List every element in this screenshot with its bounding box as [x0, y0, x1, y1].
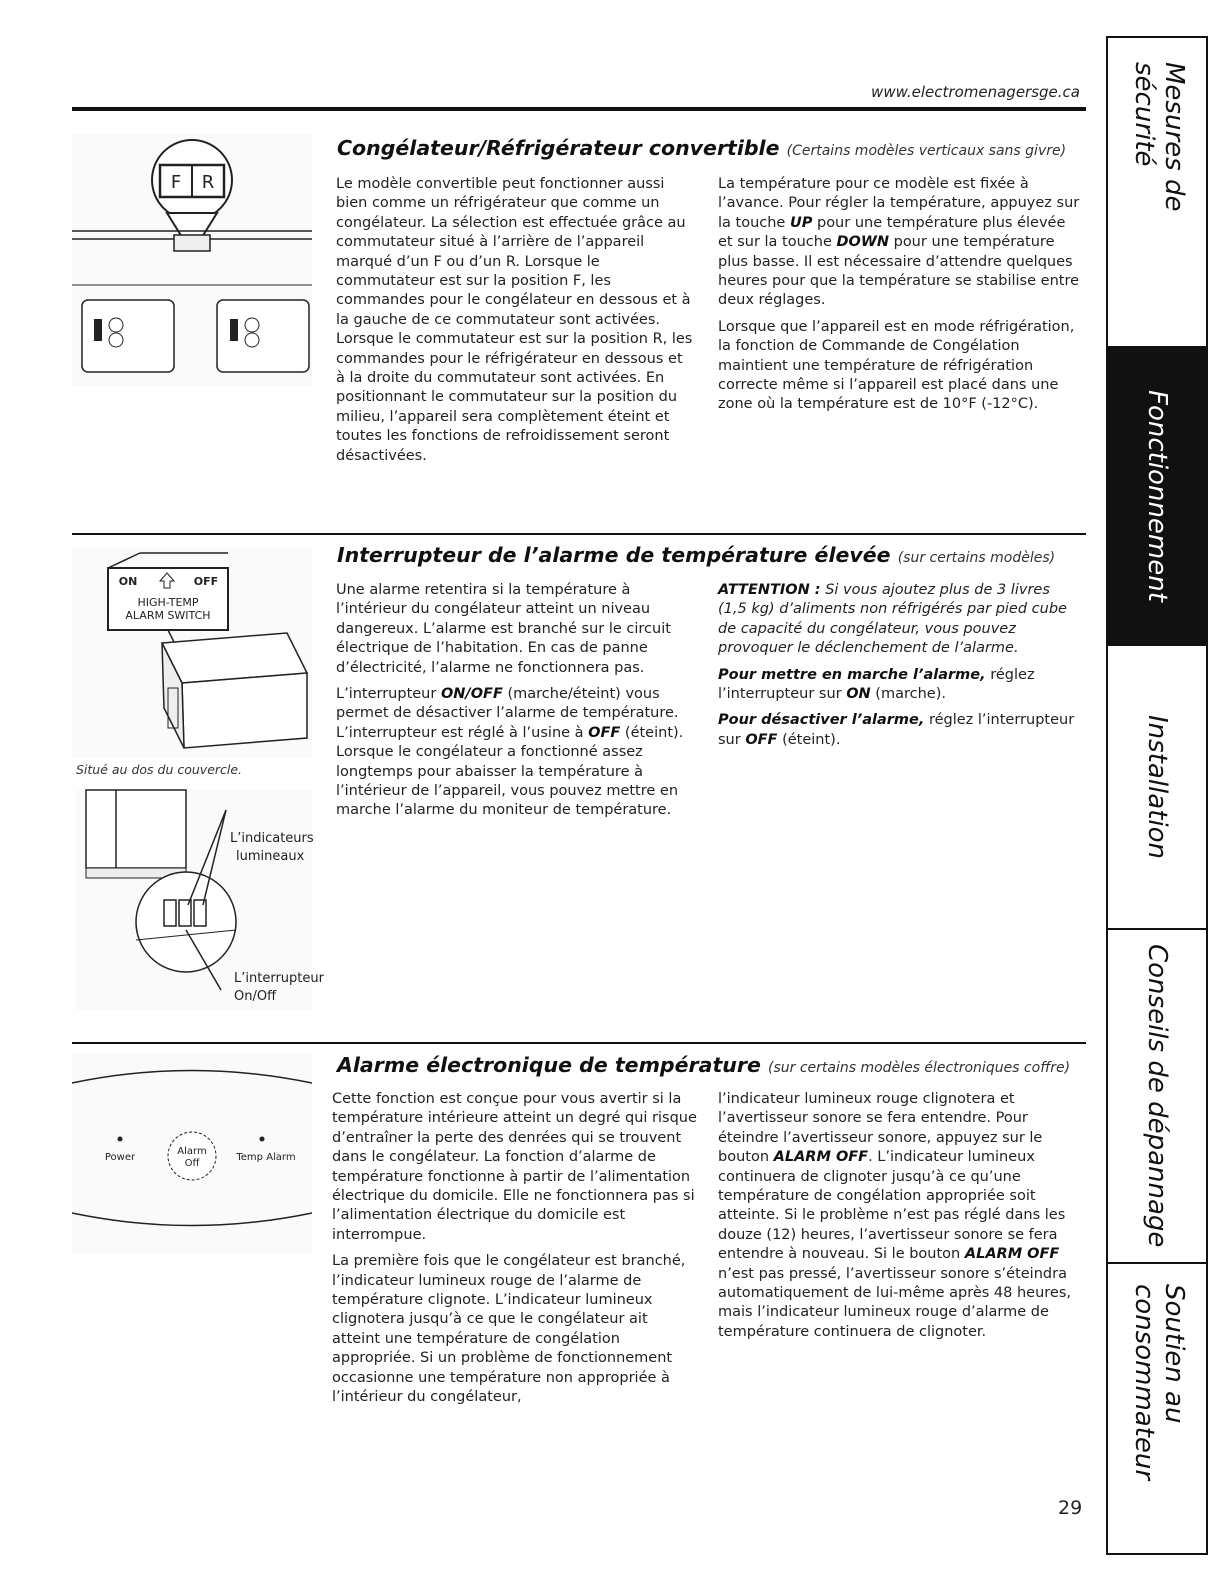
fig-switch-line1: HIGH-TEMP [137, 596, 199, 609]
alarm-on-instruction: Pour mettre en marche l’alarme, réglez l’interrupteur sur ON (marche). [718, 666, 1035, 703]
electronic-right-text: l’indicateur lumineux rouge clignotera et l’avertisseur sonore se fera entendre. Pour éteindre l’avertisseur sonore, appuyez sur le bouton ALARM OFF. L’indicateur lumineux continuera de clignoter jusqu’à ce qu’une température de congélation appropriée soit atteinte. Si le problème n’est pas réglé dans les douze (12) heures, l’avertisseur sonore se fera entendre à nouveau. Si le bouton ALARM OFF n’est pas pressé, l’avertisseur sonore s’éteindra automatiquement de lui-même après 48 heures, mais l’indicateur lumineux rouge d’alarme de température continuera de clignoter. [718, 1091, 1072, 1340]
down-key-label: DOWN [836, 234, 889, 251]
electronic-left-column [332, 1090, 697, 1415]
switch-letter-r: R [201, 172, 215, 193]
convertible-title-text: Congélateur/Réfrigérateur convertible [337, 136, 780, 160]
fig-off-label-2: Off [184, 1158, 200, 1169]
convertible-left-column [336, 175, 696, 473]
tab-fonctionnement[interactable] [1106, 346, 1208, 646]
electronic-left-p2: La première fois que le congélateur est branché, l’indicateur lumineux rouge de l’alarme de température clignote. L’indicateur lumineux clignotera jusqu’à ce que le congélateur ait atteint une température de congélation appropriée. Si un problème de fonctionnement occasionne une température non appropriée à l’intérieur du congélateur, [332, 1253, 686, 1406]
fig-switch-label-line1: L’interrupteur [234, 971, 324, 986]
tab-label: Installation [1142, 714, 1172, 859]
fig-indicators-line2: lumineaux [236, 849, 305, 864]
electronic-title-text: Alarme électronique de température [337, 1053, 761, 1077]
convertible-title [337, 136, 1066, 160]
up-key-label: UP [789, 214, 813, 231]
convertible-subtitle: (Certains modèles verticaux sans givre) [786, 143, 1067, 159]
convertible-switch-figure [72, 135, 312, 385]
alarm-switch-figure [72, 548, 312, 758]
tab-mesures-de-securite[interactable] [1106, 36, 1208, 348]
fig-power-label: Power [104, 1152, 136, 1163]
alarm-switch-left-p1: Une alarme retentira si la température à l’intérieur du congélateur atteint un niveau dangereux. L’alarme est branché sur le circuit électrique de l’habitation. En cas de panne d’électricité, l’alarme ne fonctionnera pas. [336, 582, 671, 676]
fig-off-label: OFF [193, 575, 219, 588]
fig-temp-alarm-label: Temp Alarm [236, 1152, 296, 1163]
page-number: 29 [1058, 1497, 1083, 1519]
attention-note: ATTENTION : Si vous ajoutez plus de 3 livres (1,5 kg) d’aliments non réfrigérés par pied cube de capacité du congélateur, vous pouvez provoquer le déclenchement de l’alarme. [718, 582, 1067, 657]
convertible-right-p2: Lorsque que l’appareil est en mode réfrigération, la fonction de Commande de Congélation maintient une température de réfrigération correcte même si l’appareil est placé dans une zone où la température est de 10°F (-12°C). [718, 318, 1075, 413]
tab-conseils-de-depannage[interactable] [1106, 928, 1208, 1264]
section-divider-2 [72, 1042, 1086, 1044]
figure-caption: Situé au dos du couvercle. [76, 762, 243, 777]
tab-installation[interactable] [1106, 644, 1208, 930]
section-sidebar [1106, 36, 1210, 1555]
alarm-switch-left-p2: L’interrupteur ON/OFF (marche/éteint) vous permet de désactiver l’alarme de température. L’interrupteur est réglé à l’usine à OFF (éteint). Lorsque le congélateur a fonctionné assez longtemps pour abaisser la température à l’intérieur de l’appareil, vous pouvez mettre en marche l’alarme du moniteur de température. [336, 686, 684, 819]
fig-alarm-label: Alarm [177, 1146, 207, 1157]
convertible-right-p1: La température pour ce modèle est fixée à l’avance. Pour régler la température, appuyez sur la touche UP pour une température plus élevée et sur la touche DOWN pour une température plus basse. Il est nécessaire d’attendre quelques heures pour que la température se stabilise entre deux réglages. [718, 176, 1080, 309]
tab-label: Fonctionnement [1142, 390, 1172, 602]
alarm-switch-left-column [336, 581, 698, 828]
electronic-left-p1: Cette fonction est conçue pour vous avertir si la température intérieure atteint un degré qui risque d’entraîner la perte des denrées qui se trouvent dans le congélateur. La fonction d’alarme de température fonctionne à partir de l’alimentation électrique du domicile. Elle ne fonctionnera pas si l’alimentation électrique du domicile est interrompue. [332, 1091, 697, 1243]
electronic-panel-figure [72, 1053, 312, 1253]
alarm-switch-title [337, 543, 1055, 567]
alarm-switch-subtitle: (sur certains modèles) [897, 550, 1056, 566]
electronic-subtitle: (sur certains modèles électroniques coffre) [768, 1060, 1071, 1076]
convertible-right-column [718, 175, 1083, 422]
tab-label: Mesures de sécurité [1129, 62, 1189, 212]
fig-indicators-line1: L’indicateurs [230, 831, 314, 846]
site-url: www.electromenagersge.ca [871, 83, 1080, 101]
convertible-left-text: Le modèle convertible peut fonctionner aussi bien comme un réfrigérateur que comme un congélateur. La sélection est effectuée grâce au commutateur situé à l’arrière de l’appareil marqué d’un F ou d’un R. Lorsque le commutateur est sur la position F, les commandes pour le congélateur en dessous et à la gauche de ce commutateur sont activées. Lorsque le commutateur est sur la position R, les commandes pour le réfrigérateur en dessous et à la droite du commutateur sont activées. En positionnant le commutateur sur la position du milieu, l’appareil sera complètement éteint et toutes les fonctions de refroidissement seront désactivées. [336, 176, 693, 464]
tab-label: Conseils de dépannage [1142, 944, 1172, 1248]
fig-switch-line2: ALARM SWITCH [125, 609, 211, 622]
attention-label: ATTENTION : [718, 582, 821, 598]
electronic-title [337, 1053, 1070, 1077]
indicator-lights-figure [76, 790, 324, 1010]
tab-label: Soutien au consommateur [1129, 1283, 1189, 1480]
alarm-switch-title-text: Interrupteur de l’alarme de température élevée [337, 543, 891, 567]
fig-switch-label-line2: On/Off [234, 989, 277, 1004]
section-divider-1 [72, 533, 1086, 535]
alarm-switch-right-column [718, 581, 1083, 757]
switch-letter-f: F [170, 172, 182, 193]
alarm-off-instruction: Pour désactiver l’alarme, réglez l’interrupteur sur OFF (éteint). [718, 712, 1075, 748]
header-rule [72, 107, 1086, 111]
tab-soutien-au-consommateur[interactable] [1106, 1262, 1208, 1555]
fig-on-label: ON [118, 575, 138, 588]
electronic-right-column [718, 1090, 1083, 1349]
